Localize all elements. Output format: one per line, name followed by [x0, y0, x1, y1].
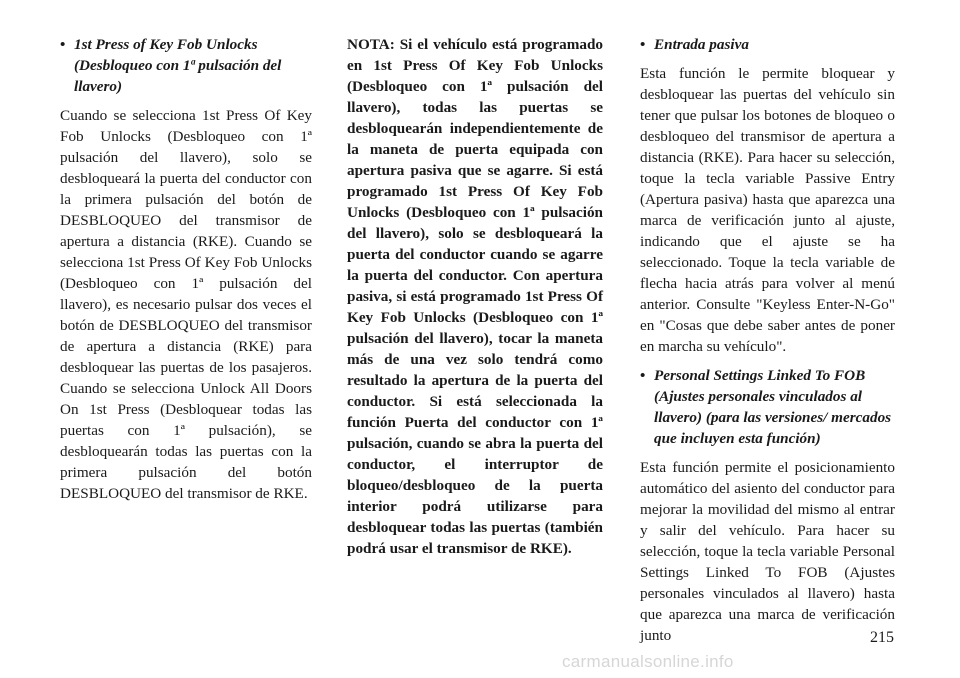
note-paragraph: NOTA: Si el vehículo está programado en 1st Press Of Key Fob Unlocks (Desbloqueo con 1ª pulsación del llavero), todas las puertas se desbloquearán independientemente de la maneta de puerta equipada con apertura pasiva que se agarre. Si está programado 1st Press Of Key Fob Unlocks (Desbloqueo con 1ª pulsación del llavero), solo se desbloqueará la puerta del conductor cuando se agarre la puerta del conductor. Con apertura pasiva, si está programado 1st Press Of Key Fob Unlocks (Desbloqueo con 1ª pulsación del llavero), tocar la maneta más de una vez solo tendrá como resultado la apertura de la puerta del conductor. Si está seleccionada la función Puerta del conductor con 1ª pulsación, cuando se abra la puerta del conductor, el interruptor de bloqueo/desbloqueo de la puerta interior podrá utilizarse para desbloquear todas las puertas (también podrá usar el transmisor de RKE).	[347, 36, 603, 557]
bullet-icon: •	[640, 36, 646, 53]
page-number: 215	[870, 629, 894, 646]
section-heading-passive-entry	[640, 34, 895, 55]
heading-text: 1st Press of Key Fob Unlocks (Desbloqueo con 1ª pulsación del llavero)	[74, 36, 282, 95]
column-right	[640, 34, 895, 654]
paragraph-key-fob-unlocks: Cuando se selecciona 1st Press Of Key Fob Unlocks (Desbloqueo con 1ª pulsación del llavero), solo se desbloqueará la puerta del conductor con la primera pulsación del botón de DESBLOQUEO del transmisor de apertura a distancia (RKE). Cuando se selecciona 1st Press Of Key Fob Unlocks (Desbloqueo con 1ª pulsación del llavero), es necesario pulsar dos veces el botón de DESBLOQUEO del transmisor de apertura a distancia (RKE) para desbloquear las puertas de los pasajeros. Cuando se selecciona Unlock All Doors On 1st Press (Desbloquear todas las puertas con 1ª pulsación), se desbloquearán todas las puertas con la primera pulsación del botón DESBLOQUEO del transmisor de RKE.	[60, 107, 312, 502]
bullet-icon: •	[60, 36, 66, 53]
bullet-icon: •	[640, 367, 646, 384]
section-heading-key-fob-unlocks	[60, 34, 312, 97]
heading-text: Entrada pasiva	[654, 36, 749, 53]
section-heading-personal-settings	[640, 365, 895, 449]
heading-text: Personal Settings Linked To FOB (Ajustes personales vinculados al llavero) (para las versiones/ mercados que incluyen esta función)	[654, 367, 892, 447]
column-middle	[347, 34, 603, 559]
paragraph-passive-entry: Esta función le permite bloquear y desbloquear las puertas del vehículo sin tener que pulsar los botones de bloqueo o desbloqueo del transmisor de apertura a distancia (RKE). Para hacer su selección, toque la tecla variable Passive Entry (Apertura pasiva) hasta que aparezca una marca de verificación junto al ajuste, indicando que el ajuste se ha seleccionado. Toque la tecla variable de flecha hacia atrás para volver al menú anterior. Consulte "Keyless Enter-N-Go" en "Cosas que debe saber antes de poner en marcha su vehículo".	[640, 65, 895, 355]
paragraph-personal-settings: Esta función permite el posicionamiento automático del asiento del conductor para mejorar la movilidad del mismo al entrar y salir del vehículo. Para hacer su selección, toque la tecla variable Personal Settings Linked To FOB (Ajustes personales vinculados al llavero) hasta que aparezca una marca de verificación junto	[640, 459, 895, 644]
watermark-text: carmanualsonline.info	[562, 652, 734, 671]
column-left	[60, 34, 312, 512]
